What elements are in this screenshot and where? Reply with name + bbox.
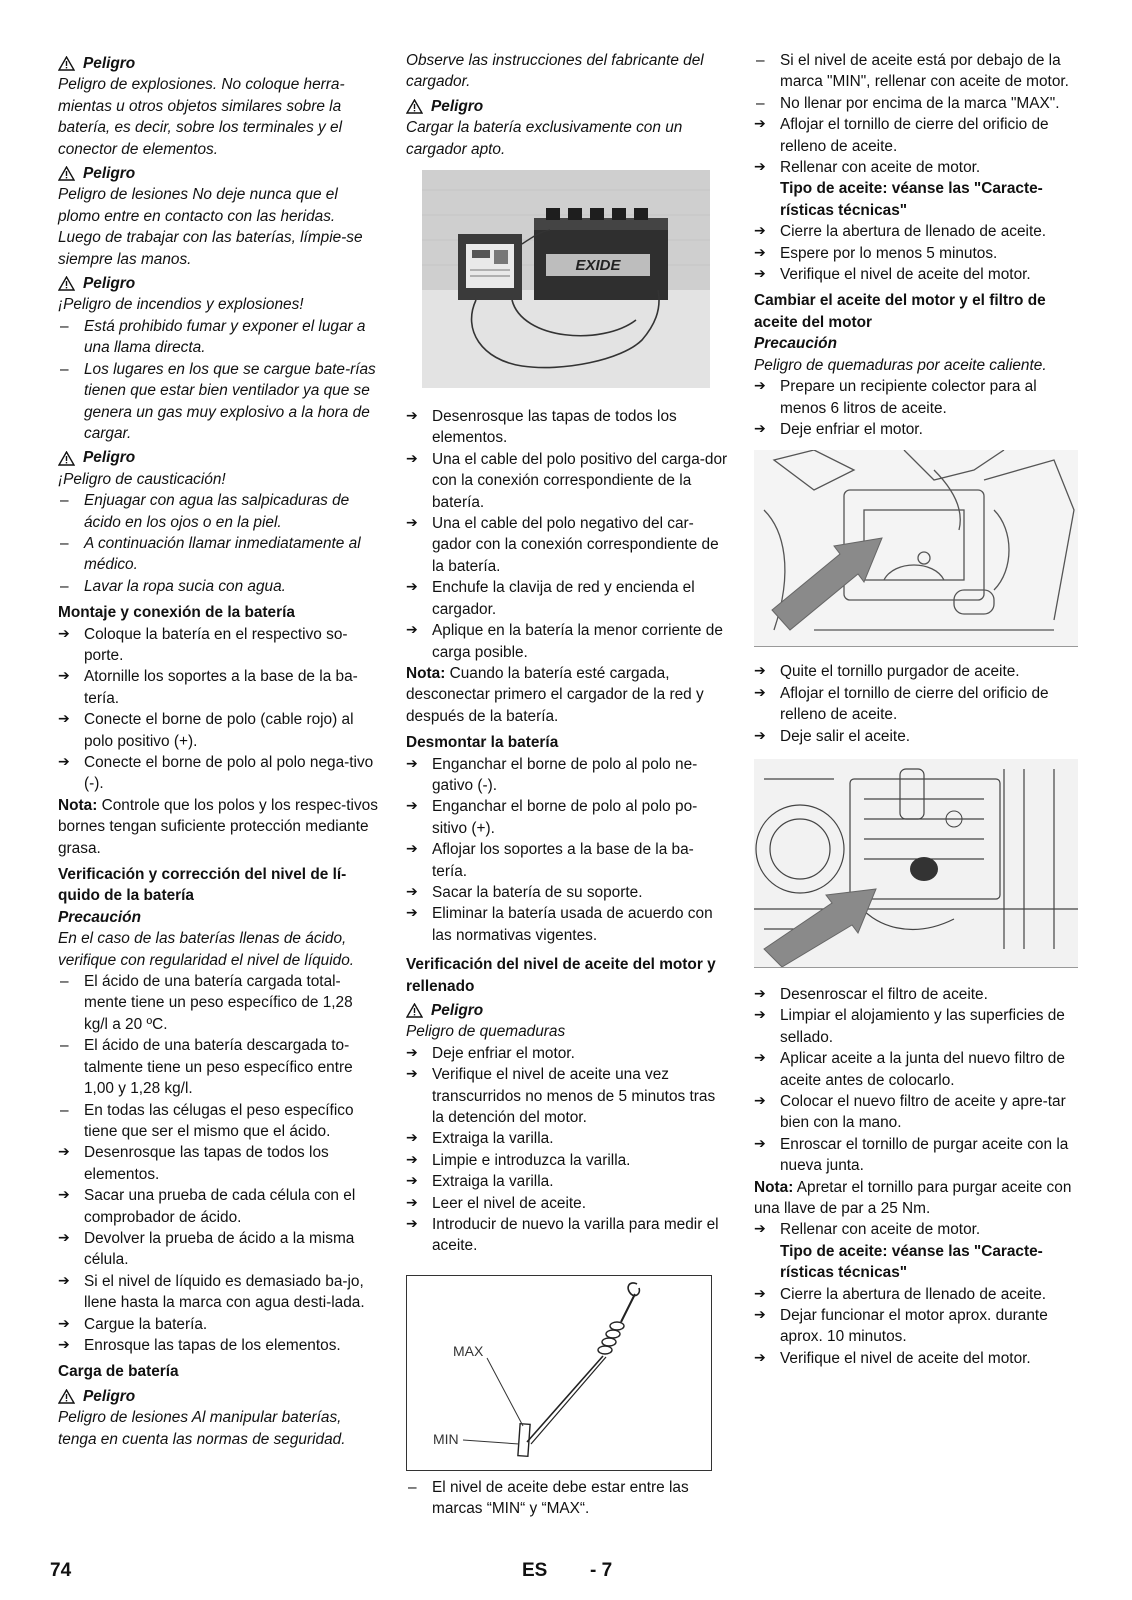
warning-triangle-icon (58, 276, 75, 291)
step-item: ➔ Eliminar la batería usada de acuerdo con las normativas vigentes. (406, 903, 728, 946)
step-item: ➔ Rellenar con aceite de motor. (754, 157, 1080, 178)
step-item: ➔ Una el cable del polo negativo del car-gador con la conexión correspondiente de la batería. (406, 513, 728, 577)
oil-type-note: Tipo de aceite: véanse las "Caracte-rísticas técnicas" (780, 180, 1043, 219)
warning-triangle-icon (406, 1003, 423, 1018)
step-item: ➔ Cargue la batería. (58, 1314, 378, 1335)
step-item: ➔ Cierre la abertura de llenado de aceite. (754, 221, 1080, 242)
step-item: ➔ Deje enfriar el motor. (754, 419, 1080, 440)
warning-triangle-icon (406, 99, 423, 114)
oil-type-note: Tipo de aceite: véanse las "Caracte-rísticas técnicas" (780, 1242, 1043, 1282)
step-item: ➔ Espere por lo menos 5 minutos. (754, 243, 1080, 264)
list-item: – El ácido de una batería cargada total-mente tiene un peso específico de 1,28 kg/l a 20 ºC. (58, 971, 378, 1035)
section-heading: Montaje y conexión de la batería (58, 604, 295, 622)
step-item: ➔ Aflojar el tornillo de cierre del orificio de relleno de aceite. (754, 683, 1080, 726)
warning-text: Peligro de explosiones. No coloque herra-mientas u otros objetos similares sobre la batería, es decir, sobre los terminales y el conector de elementos. (58, 76, 345, 158)
warning-heading: Peligro (406, 1000, 728, 1021)
step-item: ➔ Prepare un recipiente colector para al menos 6 litros de aceite. (754, 376, 1080, 419)
warning-triangle-icon (58, 451, 75, 466)
caution-text: Peligro de quemaduras por aceite caliente. (754, 356, 1047, 374)
step-item: ➔ Limpie e introduzca la varilla. (406, 1150, 728, 1171)
note: Nota: Controle que los polos y los respec-tivos bornes tengan suficiente protección mediante grasa. (58, 796, 378, 857)
note: Nota: Apretar el tornillo para purgar aceite con una llave de par a 25 Nm. (754, 1178, 1072, 1217)
step-item: ➔ Introducir de nuevo la varilla para medir el aceite. (406, 1214, 728, 1257)
warning-heading: Peligro (58, 163, 378, 184)
column-2 (406, 50, 728, 1520)
step-item: ➔ Leer el nivel de aceite. (406, 1193, 728, 1214)
step-item: ➔ Enchufe la clavija de red y encienda el cargador. (406, 577, 728, 620)
battery-charger-photo (422, 170, 710, 388)
oil-filter-illustration (754, 759, 1078, 967)
list-item: – A continuación llamar inmediatamente al médico. (58, 533, 378, 576)
section-heading: Cambiar el aceite del motor y el filtro de aceite del motor (754, 292, 1046, 331)
step-item: ➔ Deje salir el aceite. (754, 726, 1080, 747)
step-item: ➔ Colocar el nuevo filtro de aceite y apre-tar bien con la mano. (754, 1091, 1080, 1134)
step-item: ➔ Aflojar los soportes a la base de la ba-tería. (406, 839, 728, 882)
section-heading: Verificación y corrección del nivel de lí-quido de la batería (58, 866, 347, 905)
column-3 (754, 50, 1080, 1369)
step-item: ➔ Enganchar el borne de polo al polo po-sitivo (+). (406, 796, 728, 839)
warning-heading: Peligro (58, 1386, 378, 1407)
warning-heading: Peligro (58, 447, 378, 468)
step-item: ➔ Enroscar el tornillo de purgar aceite con la nueva junta. (754, 1134, 1080, 1177)
list-item: – El ácido de una batería descargada to-talmente tiene un peso específico entre 1,00 y 1,28 kg/l. (58, 1035, 378, 1099)
step-item: ➔ Devolver la prueba de ácido a la misma célula. (58, 1228, 378, 1271)
step-item: ➔ Desenrosque las tapas de todos los elementos. (406, 406, 728, 449)
step-item: ➔ Conecte el borne de polo (cable rojo) al polo positivo (+). (58, 709, 378, 752)
step-item: ➔ Deje enfriar el motor. (406, 1043, 728, 1064)
step-item: ➔ Coloque la batería en el respectivo so-porte. (58, 624, 378, 667)
dipstick-figure (406, 1275, 712, 1471)
warning-triangle-icon (58, 56, 75, 71)
step-item: ➔ Sacar la batería de su soporte. (406, 882, 728, 903)
list-item: – El nivel de aceite debe estar entre las marcas “MIN“ y “MAX“. (406, 1477, 728, 1520)
caution-heading: Precaución (754, 335, 837, 353)
warning-text: Cargar la batería exclusivamente con un cargador apto. (406, 119, 683, 158)
step-item: ➔ Extraiga la varilla. (406, 1171, 728, 1192)
list-item: – Si el nivel de aceite está por debajo de la marca "MIN", rellenar con aceite de motor. (754, 50, 1080, 93)
step-item: ➔ Desenrosque las tapas de todos los elementos. (58, 1142, 378, 1185)
note: Nota: Cuando la batería esté cargada, desconectar primero el cargador de la red y después de la batería. (406, 664, 704, 725)
list-item: – Los lugares en los que se cargue bate-rías tienen que estar bien ventilador ya que se genera un gas muy explosivo a la hora de cargar. (58, 359, 378, 445)
step-item: ➔ Verifique el nivel de aceite del motor. (754, 264, 1080, 285)
step-item: ➔ Aflojar el tornillo de cierre del orificio de relleno de aceite. (754, 114, 1080, 157)
warning-heading: Peligro (406, 96, 728, 117)
step-item: ➔ Enganchar el borne de polo al polo ne-gativo (-). (406, 754, 728, 797)
step-item: ➔ Rellenar con aceite de motor. (754, 1219, 1080, 1240)
warning-text: Peligro de lesiones No deje nunca que el plomo entre en contacto con las heridas. Luego de trabajar con las baterías, límpie-se siempre las manos. (58, 186, 363, 268)
step-item: ➔ Limpiar el alojamiento y las superficies de sellado. (754, 1005, 1080, 1048)
step-item: ➔ Si el nivel de líquido es demasiado ba-jo, llene hasta la marca con agua desti-lada. (58, 1271, 378, 1314)
warning-text: ¡Peligro de causticación! (58, 470, 226, 488)
warning-text: Peligro de lesiones Al manipular baterías, tenga en cuenta las normas de seguridad. (58, 1409, 346, 1448)
section-page: - 7 (590, 1560, 613, 1581)
caution-heading: Precaución (58, 908, 141, 926)
list-item: – Enjuagar con agua las salpicaduras de ácido en los ojos o en la piel. (58, 490, 378, 533)
list-item: – En todas las célugas el peso específico tiene que ser el mismo que el ácido. (58, 1100, 378, 1143)
column-1 (58, 50, 378, 1450)
step-item: ➔ Atornille los soportes a la base de la ba-tería. (58, 666, 378, 709)
warning-triangle-icon (58, 166, 75, 181)
engine-drain-illustration (754, 450, 1078, 646)
list-item: – No llenar por encima de la marca "MAX". (754, 93, 1080, 114)
list-item: – Lavar la ropa sucia con agua. (58, 576, 378, 597)
section-heading: Desmontar la batería (406, 734, 559, 752)
step-item: ➔ Sacar una prueba de cada célula con el comprobador de ácido. (58, 1185, 378, 1228)
page-number: 74 (50, 1560, 72, 1581)
step-item: ➔ Desenroscar el filtro de aceite. (754, 984, 1080, 1005)
step-item: ➔ Aplicar aceite a la junta del nuevo filtro de aceite antes de colocarlo. (754, 1048, 1080, 1091)
section-heading: Verificación del nivel de aceite del motor y rellenado (406, 956, 716, 995)
step-item: ➔ Extraiga la varilla. (406, 1128, 728, 1149)
language-code: ES (522, 1560, 548, 1581)
step-item: ➔ Dejar funcionar el motor aprox. durante aprox. 10 minutos. (754, 1305, 1080, 1348)
section-heading: Carga de batería (58, 1363, 179, 1381)
warning-text: ¡Peligro de incendios y explosiones! (58, 296, 304, 314)
list-item: – Está prohibido fumar y exponer el lugar a una llama directa. (58, 316, 378, 359)
step-item: ➔ Verifique el nivel de aceite del motor. (754, 1348, 1080, 1369)
warning-heading: Peligro (58, 53, 378, 74)
step-item: ➔ Enrosque las tapas de los elementos. (58, 1335, 378, 1356)
max-label: MAX (453, 1342, 484, 1359)
oil-filter-photo (754, 759, 1078, 968)
caution-text: En el caso de las baterías llenas de ácido, verifique con regularidad el nivel de líquido. (58, 930, 355, 969)
dipstick-illustration (407, 1276, 711, 1470)
step-item: ➔ Conecte el borne de polo al polo nega-tivo (-). (58, 752, 378, 795)
intro-text: Observe las instrucciones del fabricante del cargador. (406, 52, 704, 91)
step-item: ➔ Cierre la abertura de llenado de aceite. (754, 1284, 1080, 1305)
step-item: ➔ Una el cable del polo positivo del carga-dor con la conexión correspondiente de la batería. (406, 449, 728, 513)
warning-triangle-icon (58, 1389, 75, 1404)
engine-drain-photo (754, 450, 1078, 647)
step-item: ➔ Aplique en la batería la menor corriente de carga posible. (406, 620, 728, 663)
warning-text: Peligro de quemaduras (406, 1023, 566, 1041)
step-item: ➔ Quite el tornillo purgador de aceite. (754, 661, 1080, 682)
min-label: MIN (433, 1430, 459, 1447)
battery-charger-illustration (422, 170, 710, 388)
step-item: ➔ Verifique el nivel de aceite una vez transcurridos no menos de 5 minutos tras la detención del motor. (406, 1064, 728, 1128)
battery-brand-label: EXIDE (575, 257, 621, 275)
warning-heading: Peligro (58, 273, 378, 294)
